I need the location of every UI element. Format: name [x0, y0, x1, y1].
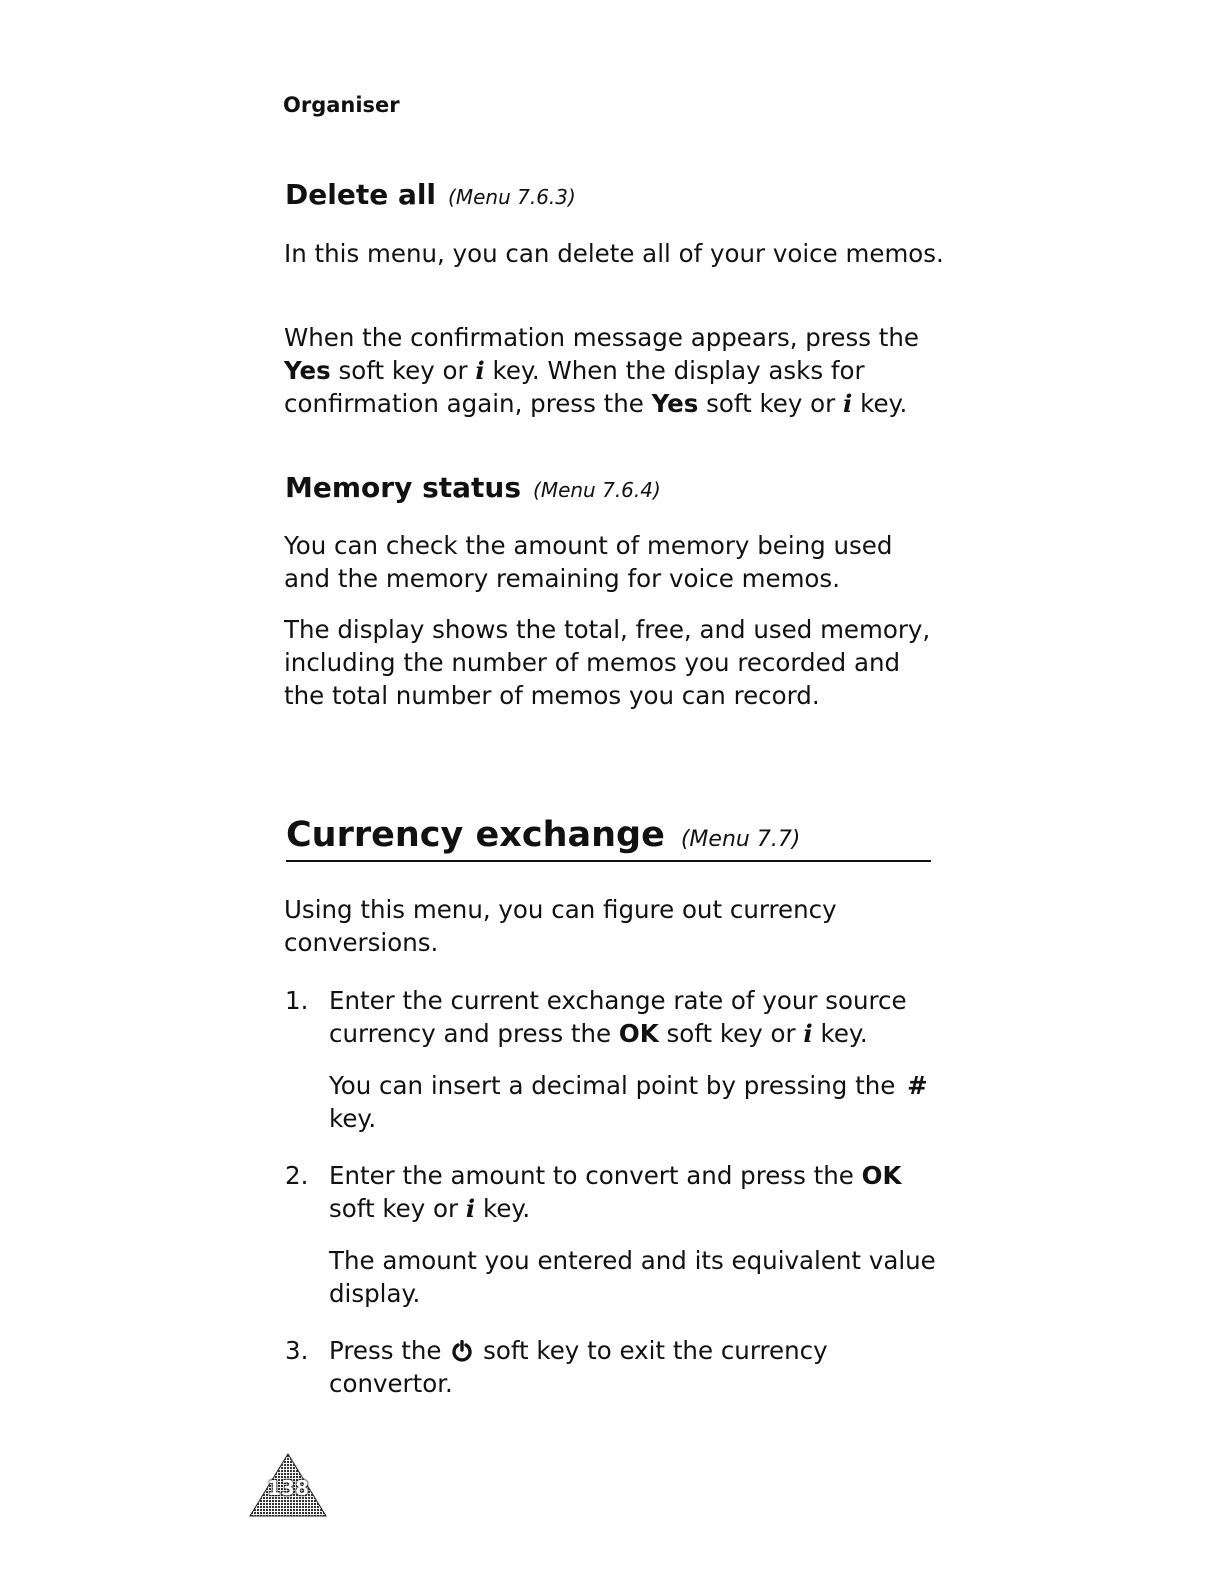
currency-exchange-title: Currency exchange	[286, 815, 665, 855]
currency-exchange-menu-ref: (Menu 7.7)	[680, 827, 801, 852]
yes-key-label: Yes	[651, 389, 699, 418]
memory-status-para1: You can check the amount of memory being used and the memory remaining for voice memos.	[284, 531, 893, 593]
text-run: key.	[860, 389, 908, 418]
text-run: soft key or	[706, 389, 836, 418]
i-key-icon: i	[465, 1194, 476, 1223]
currency-exchange-intro: Using this menu, you can figure out currency conversions.	[284, 895, 837, 957]
power-end-icon	[451, 1337, 473, 1359]
ok-key-label: OK	[861, 1161, 902, 1190]
delete-all-para2	[284, 321, 944, 420]
page-number-badge	[248, 1452, 328, 1518]
step-3-text	[329, 1334, 945, 1400]
text-run: soft key to exit the currency convertor.	[329, 1336, 828, 1398]
delete-all-menu-ref: (Menu 7.6.3)	[448, 185, 576, 209]
memory-status-title: Memory status	[285, 471, 522, 504]
text-run: You can insert a decimal point by pressing the	[329, 1071, 896, 1100]
step-number: 3.	[285, 1336, 309, 1365]
text-run: Enter the amount to convert and press the	[329, 1161, 854, 1190]
step-1-text	[329, 984, 945, 1050]
currency-exchange-heading	[286, 815, 931, 862]
step-2	[285, 1159, 945, 1310]
memory-status-para2: The display shows the total, free, and used memory, including the number of memos you recorded and the total number of memos you can record.	[284, 615, 931, 710]
step-number: 2.	[285, 1161, 309, 1190]
step-1	[285, 984, 945, 1135]
ok-key-label: OK	[618, 1019, 659, 1048]
text-run: key.	[483, 1194, 531, 1223]
text-run: soft key or	[338, 356, 468, 385]
step-2-text	[329, 1159, 945, 1225]
text-run: When the confirmation message appears, press the	[284, 323, 919, 352]
delete-all-title: Delete all	[285, 178, 437, 211]
i-key-icon: i	[475, 356, 485, 385]
hash-key-icon: #	[907, 1071, 928, 1100]
text-run: key. When the display asks for confirmation again, press the	[284, 356, 865, 418]
text-run: key.	[820, 1019, 868, 1048]
memory-status-menu-ref: (Menu 7.6.4)	[533, 478, 661, 502]
text-run: Enter the current exchange rate of your source currency and press the	[329, 986, 907, 1048]
step-3	[285, 1334, 945, 1400]
delete-all-para1: In this menu, you can delete all of your voice memos.	[284, 239, 944, 268]
section-label: Organiser	[283, 93, 400, 117]
currency-steps	[285, 984, 945, 1400]
step-1-note	[329, 1069, 945, 1135]
delete-all-heading	[285, 178, 576, 211]
text-run: soft key or	[329, 1194, 459, 1223]
text-run: soft key or	[666, 1019, 796, 1048]
step-number: 1.	[285, 986, 309, 1015]
text-run: Press the	[329, 1336, 442, 1365]
i-key-icon: i	[843, 389, 853, 418]
memory-status-heading	[285, 471, 661, 504]
page-number: 138	[267, 1476, 309, 1500]
text-run: key.	[329, 1104, 377, 1133]
i-key-icon: i	[803, 1019, 813, 1048]
step-2-note: The amount you entered and its equivalent value display.	[329, 1246, 936, 1308]
yes-key-label: Yes	[284, 356, 331, 385]
